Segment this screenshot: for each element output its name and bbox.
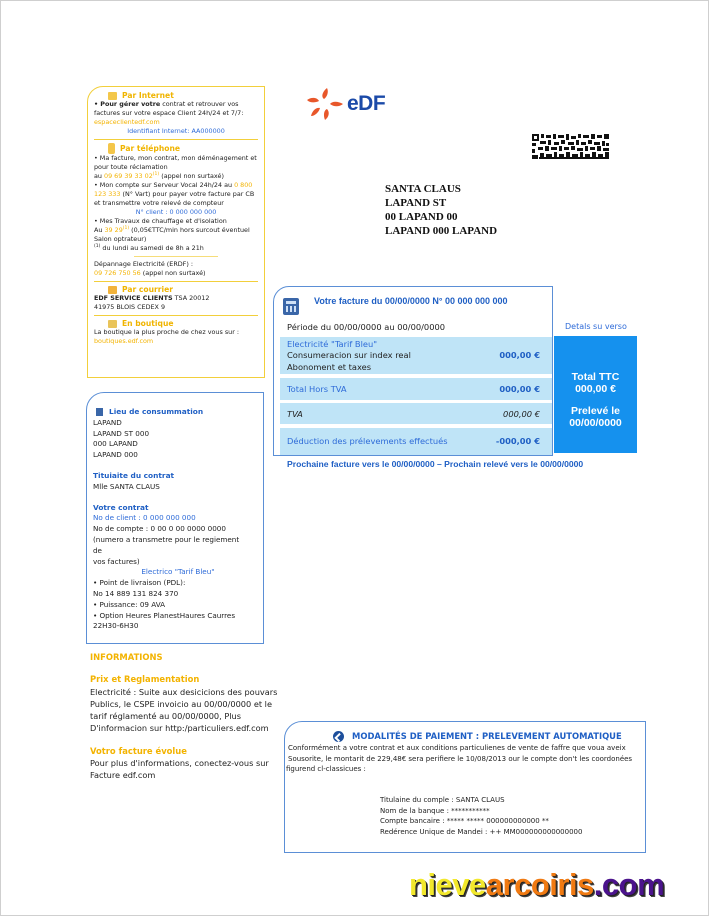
- envelope-icon: [108, 286, 117, 294]
- total-ht-amount: 000,00 €: [499, 384, 540, 394]
- contact-panel: Par Internet • Pour gérer votre contrat et retrouver vos factures sur votre espace Client 24h/24 et 7/7: espaceclientedf.com Identifiant Internet: AA000000 Par téléphone • Ma facture, mon contrat, mon déménagement et pour toute réclamation au 09 69 39 33 02$^{(1)}$ (appel non surtaxé) • Mon compte sur Serveur Vocal 24h/24 au 0 800 123 333 (N° Vart) pour payer votre facture par CB et transmettre votre relevé de compteur N° client : 0 000 000 000 • Mes Travaux de chauffage et d'isolation Au 39 29$^{(1)}$ (0,05€TTC/min hors surcout éventuel Salon optrateur) $^{(1)}$ du lundi au samedi de 8h a 21h Dépannage Electricité (ERDF) : 09 726 750 56 (appel non surtaxé) Par courrier EDF SERVICE CLIENTS TSA 20012 41975 BLOIS CEDEX 9 En boutique La boutique la plus proche de chez vous sur : boutiques.edf.com: [87, 86, 265, 378]
- boutiques-link[interactable]: boutiques.edf.com: [94, 337, 154, 345]
- divider: [94, 281, 258, 282]
- client-number: N° client : 0 000 000 000: [135, 208, 217, 216]
- calculator-icon: [283, 298, 299, 315]
- total-ht-row: Total Hors TVA 000,00 €: [280, 378, 552, 400]
- payment-title: MODALITÉS DE PAIEMENT : PRELEVEMENT AUTOMATIQUE: [333, 731, 622, 742]
- edf-flower-icon: [305, 86, 345, 122]
- tva-row: TVA 000,00 €: [280, 403, 552, 424]
- electricity-amount: 000,00 €: [499, 350, 540, 360]
- internet-identifier: Identifiant Internet: AA000000: [127, 127, 225, 135]
- client-number: No de client : 0 000 000 000: [93, 513, 196, 523]
- phone-number-main[interactable]: 09 69 39 33 02: [104, 172, 153, 180]
- edf-logo: eDF: [305, 86, 395, 122]
- payment-method: MODALITÉS DE PAIEMENT : PRELEVEMENT AUTOMATIQUE Conformément a votre contrat et aux conditions particulienes de vente de faffre que voua aveix Sousorite, le montarit de 229,48€ sera perifiere le 10/08/2013 our le compte don't les coordonées figurend cl-classicues : Titulaine du comple : SANTA CLAUS Nom de la banque : *********** Compte bancaire : ***** ***** 000000000000 ** Redérence Unique de Mandei : ++ MM000000000000000: [284, 721, 646, 853]
- datamatrix-code: [532, 134, 609, 159]
- building-icon: [96, 408, 103, 416]
- phone-number-travaux[interactable]: 39 29: [104, 226, 123, 234]
- watermark: nievearcoiris.com: [409, 867, 665, 902]
- bank-details: Titulaine du comple : SANTA CLAUS Nom de la banque : *********** Compte bancaire : ***** ***** 000000000000 ** Redérence Unique de Mandei : ++ MM000000000000000: [380, 796, 583, 836]
- phone-heading: Par téléphone: [108, 143, 258, 154]
- phone-number-vocal[interactable]: 0 800 123 333: [94, 181, 253, 198]
- mail-heading: Par courrier: [108, 285, 258, 294]
- divider: [94, 315, 258, 316]
- details-verso-link[interactable]: Detals su verso: [565, 322, 627, 331]
- holder-heading: Tituiaite du contrat: [93, 470, 175, 480]
- espace-client-link[interactable]: espaceclientedf.com: [94, 118, 160, 126]
- divider: [134, 256, 218, 257]
- deduction-amount: -000,00 €: [495, 436, 540, 446]
- shop-heading: En boutique: [108, 319, 258, 328]
- tva-amount: 000,00 €: [503, 409, 540, 419]
- total-ttc-box: Total TTC 000,00 € Prelevé le 00/00/0000: [554, 336, 637, 453]
- invoice-summary: [273, 286, 553, 456]
- chevron-circle-icon: [333, 731, 344, 742]
- holder-name: Mlle SANTA CLAUS: [93, 481, 160, 491]
- informations-title: INFORMATIONS: [90, 652, 163, 662]
- tariff-label: Electrico "Tarif Bleu": [141, 567, 215, 577]
- phone-number-depannage[interactable]: 09 726 750 56: [94, 269, 141, 277]
- shop-icon: [108, 320, 117, 328]
- contract-details: Lieu de consummation LAPAND LAPAND ST 000 000 LAPAND LAPAND 000 Tituiaite du contrat Mlle SANTA CLAUS Votre contrat No de client : 0 000 000 000 No de compte : 0 00 0 00 0000 0000 (numero a transmetre pour le regiement de vos factures) Electrico "Tarif Bleu" • Point de livraison (PDL): No 14 889 131 824 370 • Puissance: 09 AVA • Option Heures PlanestHaures Caurres 22H30-6H30: [86, 392, 264, 644]
- recipient-address: SANTA CLAUS LAPAND ST 00 LAPAND 00 LAPAND 000 LAPAND: [385, 183, 498, 237]
- debit-date: 00/00/0000: [569, 417, 622, 429]
- invoice-title: Votre facture du 00/00/0000 N° 00 000 000 000: [314, 296, 508, 306]
- place-heading: Lieu de consummation: [96, 407, 263, 418]
- divider: [94, 139, 258, 140]
- total-ttc-amount: 000,00 €: [575, 383, 616, 395]
- pdl-number: No 14 889 131 824 370: [93, 588, 179, 598]
- informations-section: INFORMATIONS Prix et Reglamentation Electricité : Suite aux desicicions des pouvars Publics, le CSPE invoicio au 00/00/0000 et le tarif réglamenté au 00/00/0000, Plus D'informacion sur http:/particuliers.edf.com Votro facture évolue Pour plus d'informations, conectez-vous sur Facture edf.com: [90, 651, 280, 782]
- phone-icon: [108, 143, 115, 154]
- account-number: No de compte : 0 00 0 00 0000 0000: [93, 524, 226, 534]
- electricity-row: Electricité "Tarif Bleu" Consumeracion sur index real Abonoment et taxes 000,00 €: [280, 337, 552, 374]
- internet-heading: Par Internet: [108, 91, 258, 100]
- computer-icon: [108, 92, 117, 100]
- invoice-period: Période du 00/00/0000 au 00/00/0000: [287, 322, 446, 332]
- deduction-row: Déduction des prélevements effectués -000,00 €: [280, 428, 552, 455]
- next-invoice-info: Prochaine facture vers le 00/00/0000 – Prochain relevé vers le 00/00/0000: [287, 459, 584, 469]
- contract-heading: Votre contrat: [93, 502, 149, 512]
